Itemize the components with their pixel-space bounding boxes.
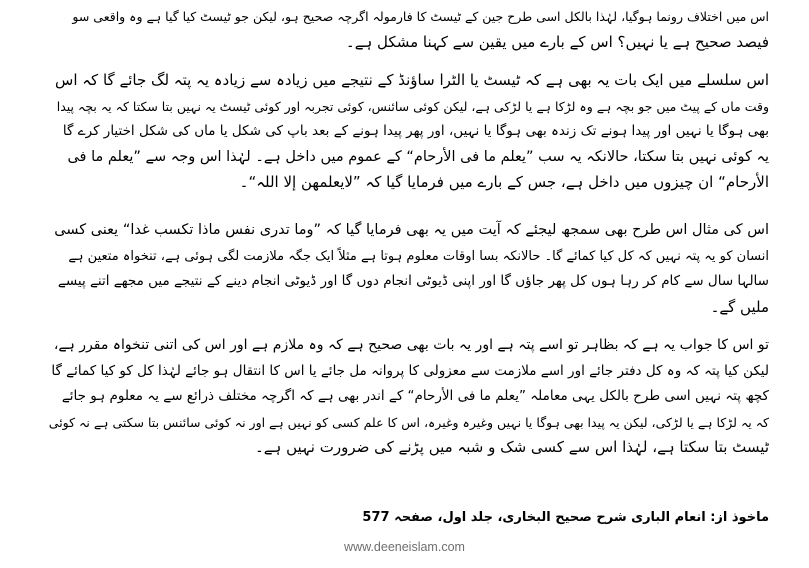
paragraph-line: ملیں گے۔ bbox=[710, 297, 769, 316]
source-reference: ماخوذ از: انعام الباری شرح صحیح البخاری، جلد اول، صفحہ 577 bbox=[362, 510, 769, 525]
paragraph-line: تو اس کا جواب یہ ہے کہ بظاہر تو اسے پتہ ہے اور یہ بات بھی صحیح ہے کہ وہ ملازم ہے اور اس کی اتنی تنخواہ مقرر ہے، bbox=[53, 337, 769, 353]
paragraph-line: وقت ماں کے پیٹ میں جو بچہ ہے وہ لڑکا ہے یا لڑکی ہے، لیکن کوئی سائنس، کوئی تجربہ اور کوئی ٹیسٹ یہ نہیں بتا سکتا کہ یہ بچہ پیدا bbox=[56, 98, 769, 114]
paragraph-line: اس سلسلے میں ایک بات یہ بھی ہے کہ ٹیسٹ یا الٹرا ساؤنڈ کے نتیجے میں زیادہ سے زیادہ یہ پتہ لگ جائے گا کہ اس bbox=[55, 71, 769, 89]
paragraph-line: اس کی مثال اس طرح بھی سمجھ لیجئے کہ آیت میں یہ بھی فرمایا گیا کہ ”وما تدری نفس ماذا تکسب غدا“ یعنی کسی bbox=[54, 222, 769, 238]
paragraph-line: لیکن کیا پتہ کہ وہ کل دفتر جائے اور اسے ملازمت سے معزولی کا پروانہ مل جائے یا اس کا انتقال ہو جائے لہٰذا کل کو کیا کمائے گا bbox=[51, 362, 769, 379]
paragraph-line: انسان کو یہ پتہ نہیں کہ کل کیا کمائے گا۔ حالانکہ بسا اوقات معلوم ہوتا ہے مثلاً ایک جگہ ملازمت لگی ہوئی ہے، تنخواہ متعین ہے bbox=[68, 248, 769, 264]
paragraph-line: سالہا سال سے کام کر رہا ہوں کل پھر جاؤں گا اور اپنی ڈیوٹی انجام دوں گا اور ڈیوٹی انجام دینے کے نتیجے میں مجھے اتنے پیسے bbox=[57, 273, 769, 289]
paragraph-line: اس میں اختلاف رونما ہوگیا، لہٰذا بالکل اسی طرح جین کے ٹیسٹ کا فارمولہ اگرچہ صحیح ہو، لیکن جو ٹیسٹ کیا گیا ہے وہ واقعی سو bbox=[72, 9, 769, 24]
website-link[interactable]: www.deeneislam.com bbox=[344, 540, 465, 554]
paragraph-line: فیصد صحیح ہے یا نہیں؟ اس کے بارے میں یقین سے کہنا مشکل ہے۔ bbox=[345, 32, 769, 51]
paragraph-line: ٹیسٹ بتا سکتا ہے، لہٰذا اس سے کسی شک و شبہ میں پڑنے کی ضرورت نہیں ہے۔ bbox=[254, 438, 769, 456]
paragraph-1 bbox=[49, 4, 769, 55]
paragraph-4 bbox=[49, 333, 769, 461]
paragraph-line: بھی ہوگا یا نہیں اور پیدا ہونے تک زندہ بھی ہوگا یا نہیں، اور پھر پیدا ہونے کے بعد باپ کی شکل یا ماں کی شکل اختیار کرے گا bbox=[62, 123, 769, 139]
paragraph-line: یہ کوئی نہیں بتا سکتا، حالانکہ یہ سب ”یعلم ما فی الأرحام“ کے عموم میں داخل ہے۔ لہٰذا اس وجہ سے ”یعلم ما فی bbox=[67, 148, 769, 165]
paragraph-line: کہ یہ لڑکا ہے یا لڑکی، لیکن یہ پیدا بھی ہوگا یا نہیں وغیرہ وغیرہ، اس کا علم کسی کو نہیں ہے اور نہ کوئی سائنس بتا سکتی ہے نہ کوئی bbox=[49, 414, 769, 430]
paragraph-3 bbox=[49, 218, 769, 320]
paragraph-line: الأرحام“ ان چیزوں میں داخل ہے، جس کے بارے میں فرمایا گیا کہ ”لایعلمھن إلا اللہ“۔ bbox=[239, 173, 769, 191]
paragraph-2 bbox=[49, 68, 769, 196]
paragraph-line: کچھ پتہ نہیں اسی طرح بالکل یہی معاملہ ”یعلم ما فی الأرحام“ کے اندر بھی ہے کہ اگرچہ مختلف ذرائع سے یہ معلوم ہو جائے bbox=[61, 388, 769, 404]
